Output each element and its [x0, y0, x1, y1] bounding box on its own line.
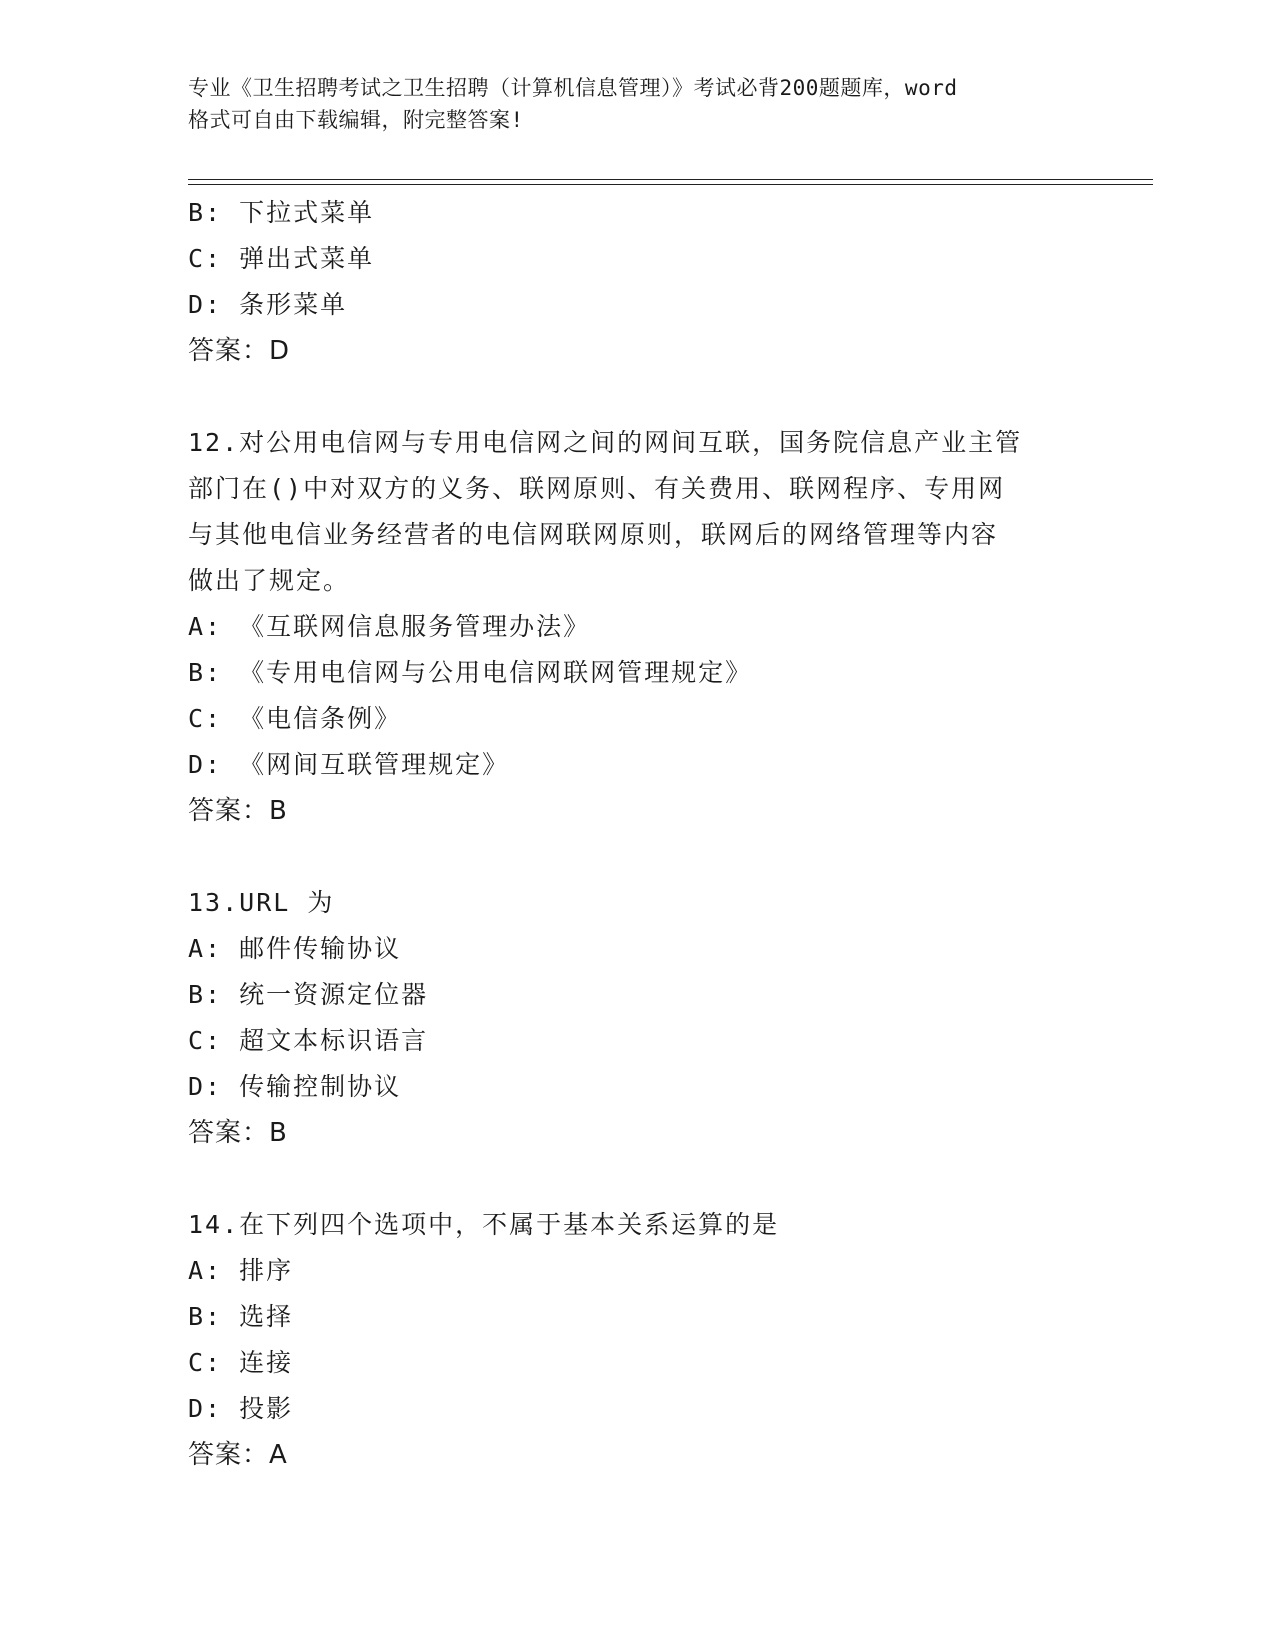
spacer [188, 374, 1088, 420]
header-line: 格式可自由下载编辑，附完整答案! [188, 108, 524, 132]
option-d: D: 《网间互联管理规定》 [188, 750, 510, 779]
option-c: C: 弹出式菜单 [188, 244, 375, 273]
answer-line: 答案：B [188, 1118, 288, 1148]
question-stem: 做出了规定。 [188, 566, 351, 595]
answer-line: 答案：D [188, 336, 291, 366]
option-d: D: 投影 [188, 1394, 294, 1423]
option-b: B: 统一资源定位器 [188, 980, 429, 1009]
question-stem: 与其他电信业务经营者的电信网联网原则，联网后的网络管理等内容 [188, 520, 999, 549]
question-block [188, 1202, 1088, 1478]
header-line: 专业《卫生招聘考试之卫生招聘（计算机信息管理）》考试必背200题题库，word [188, 76, 958, 100]
question-block [188, 420, 1088, 834]
header-divider [188, 179, 1153, 180]
header-divider [188, 184, 1153, 185]
option-a: A: 邮件传输协议 [188, 934, 402, 963]
option-d: D: 传输控制协议 [188, 1072, 402, 1101]
option-b: B: 《专用电信网与公用电信网联网管理规定》 [188, 658, 753, 687]
option-a: A: 排序 [188, 1256, 294, 1285]
answer-line: 答案：B [188, 796, 288, 826]
document-header [188, 72, 1088, 136]
answer-line: 答案：A [188, 1440, 288, 1470]
option-c: C: 超文本标识语言 [188, 1026, 429, 1055]
question-stem: 13.URL 为 [188, 888, 335, 917]
option-b: B: 下拉式菜单 [188, 198, 375, 227]
option-b: B: 选择 [188, 1302, 294, 1331]
question-list [188, 190, 1088, 1478]
option-d: D: 条形菜单 [188, 290, 348, 319]
spacer [188, 834, 1088, 880]
question-stem: 部门在()中对双方的义务、联网原则、有关费用、联网程序、专用网 [188, 474, 1006, 503]
question-stem: 14.在下列四个选项中，不属于基本关系运算的是 [188, 1210, 780, 1239]
question-block [188, 190, 1088, 374]
option-a: A: 《互联网信息服务管理办法》 [188, 612, 591, 641]
question-block [188, 880, 1088, 1156]
option-c: C: 连接 [188, 1348, 294, 1377]
spacer [188, 1156, 1088, 1202]
option-c: C: 《电信条例》 [188, 704, 402, 733]
question-stem: 12.对公用电信网与专用电信网之间的网间互联，国务院信息产业主管 [188, 428, 1023, 457]
